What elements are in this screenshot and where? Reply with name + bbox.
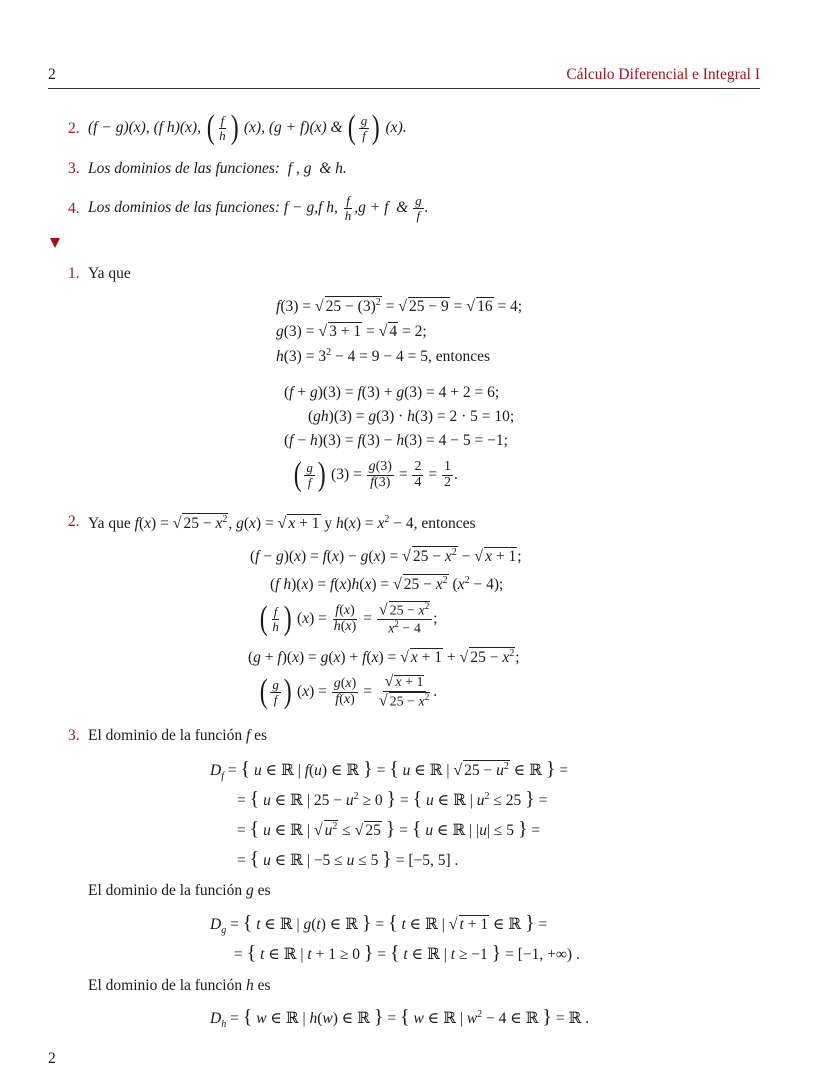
item-4-text: Los dominios de las funciones: f − g , f h , $\frac{f}{h}$ , g + f & $\frac{g}{f}$ .	[88, 192, 429, 223]
page-number-footer: 2	[48, 1050, 56, 1067]
eq-gdivf-x: ( $\frac{g}{f}$ ) ( x ) = $\frac{g(x)}{f(x)}$ = $\frac{√ x + 1}{√ 25 - x^2}$ .	[259, 672, 438, 710]
solution-1-intro: Ya que	[88, 265, 131, 282]
eq-Df-3: = { u ∈ ℝ | √ $u^2$ ≤ √ 25 } = { u ∈ ℝ | |u| ≤ 5 } =	[237, 818, 541, 840]
eq-gdivf: ( $\frac{g}{f}$ ) (3) = $\frac{g(3)}{f(3)}$ = $\frac{2}{4}$ = $\frac{1}{2}$ .	[293, 456, 458, 493]
solution-3-intro: El dominio de la función f es	[88, 727, 268, 744]
eq-fh-x: (f h)(x) = f(x)h(x) = √ $25 - x^2$ $(x^2 - 4)$;	[270, 575, 504, 594]
eq-fplusg: (f + g)(3) = f(3) + g(3) = 4 + 2 = 6;	[284, 384, 500, 401]
item-3-text: Los dominios de las funciones: f , g & h.	[88, 160, 347, 177]
solution-number: 3.	[68, 727, 80, 744]
domain-g-intro: El dominio de la función g es	[88, 882, 271, 899]
eq-Df-2: = { u ∈ ℝ | $25 - u^2 \ge 0$ } = { u ∈ ℝ | $u^2 \le 25$ } =	[237, 788, 548, 810]
solution-number: 2.	[68, 513, 80, 530]
solution-2-intro: Ya que f(x) = √ $25 - x^2$, g(x) = √ x + 1 y $h(x) = x^2 - 4$, entonces	[88, 514, 476, 533]
eq-Df-1: $D_f$ = { u ∈ ℝ | f(u) ∈ ℝ } = { u ∈ ℝ | √ $25 - u^2$ ∈ ℝ } =	[210, 758, 569, 783]
eq-Dh: $D_h$ = { w ∈ ℝ | h(w) ∈ ℝ } = { w ∈ ℝ | $w^2 - 4$ ∈ ℝ } = ℝ .	[210, 1006, 590, 1031]
solution-triangle-icon	[50, 238, 60, 248]
eq-fdivh-x: ( $\frac{f}{h}$ ) ( x ) = $\frac{f(x)}{h(x)}$ = $\frac{√ 25 - x^2}{x^2 - 4}$ ;	[259, 600, 438, 637]
item-number: 3.	[68, 160, 80, 177]
domain-h-intro: El dominio de la función h es	[88, 977, 271, 994]
running-title: Cálculo Diferencial e Integral I	[566, 66, 760, 83]
item-2-text: ( f − g )( x ), ( f h )( x ), ( $\frac{f}{h}$ ) ( x ), ( g + f )( x ) & ( $\frac{g}{f}$ ) ( x ).	[88, 109, 407, 146]
solution-number: 1.	[68, 265, 80, 282]
eq-gh: (gh)(3) = g(3) · h(3) = 2 · 5 = 10;	[308, 408, 515, 425]
eq-Dg-2: = { t ∈ ℝ | t + 1 ≥ 0 } = { t ∈ ℝ | t ≥ −1 } = [−1, +∞) .	[234, 942, 580, 964]
eq-Df-4: = { u ∈ ℝ | −5 ≤ u ≤ 5 } = [−5, 5] .	[237, 848, 459, 870]
eq-fminusg-x: (f − g)(x) = f(x) − g(x) = √ $25 - x^2$ − √ x + 1;	[250, 547, 522, 566]
page-number-header: 2	[48, 66, 56, 83]
eq-Dg-1: $D_g$ = { t ∈ ℝ | g(t) ∈ ℝ } = { t ∈ ℝ | √ t + 1 ∈ ℝ } =	[210, 912, 548, 937]
eq-fminush: (f − h)(3) = f(3) − h(3) = 4 − 5 = −1;	[284, 432, 508, 449]
eq-g3: g(3) = √ 3 + 1 = √ 4 = 2;	[276, 323, 427, 340]
eq-h3: $h(3) = 3^2 - 4 = 9 - 4 = 5$, entonces	[276, 347, 491, 366]
header-rule	[48, 88, 760, 89]
item-number: 4.	[68, 200, 80, 217]
eq-gplusf-x: (g + f)(x) = g(x) + f(x) = √ x + 1 + √ $25 - x^2$;	[248, 648, 520, 667]
eq-f3: f(3) = √ $25 - (3)^2$ = √ 25 − 9 = √ 16 = 4;	[276, 297, 523, 316]
item-number: 2.	[68, 120, 80, 137]
